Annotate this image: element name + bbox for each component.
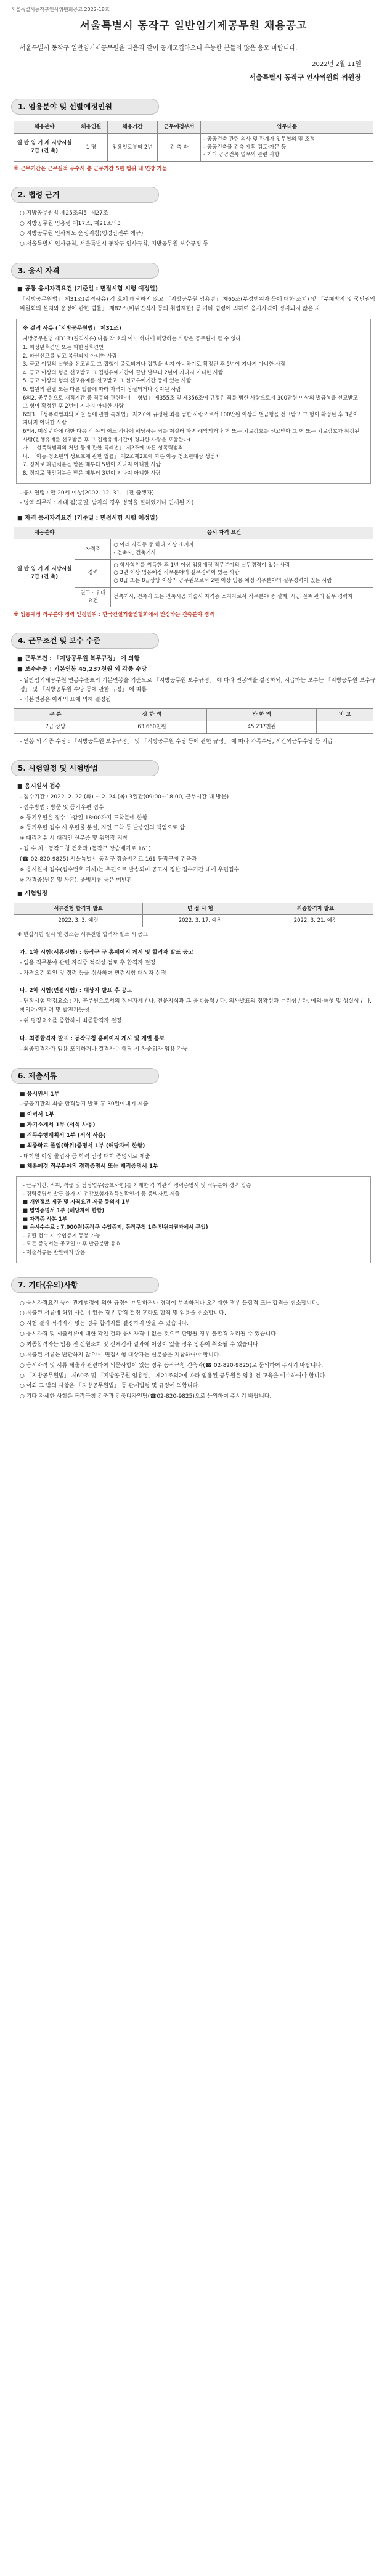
notice-item: ○ 이외 그 밖의 사항은 「지방공무원법」 등 관계법령 및 규정에 의합니다. [20, 1383, 200, 1390]
common-req-text: 「지방공무원법」 제31조(결격사유) 각 호에 해당하지 않고 「지방공무원 임용령」 제65조(부정행위자 등에 대한 조치) 및 「부패방지 및 국민권익위원회의 설치와 운영에 관한 법률」 제82조(비위면직자 등의 취업제한) 등 기타 법령에 의하여 응시자격이 정지되지 않은 자 [20, 297, 375, 313]
table-row [14, 915, 373, 927]
notice-item: ○ 「지방공무원법」 제60조 및 「지방공무원 임용령」 제21조의2에 따라 임용된 공무원은 임용 전 교육을 이수하여야 합니다. [20, 1372, 327, 1379]
exam-step: - 위 평정요소를 종합하여 최종합격자 결정 [20, 1018, 122, 1025]
pay-level: ■ 보수수준 : 기본연봉 45,237천원 외 각종 수당 [17, 666, 147, 673]
table-cell: 2022. 3. 21. 예정 [258, 915, 373, 927]
table-cell: 임용일로부터 2년 [107, 133, 158, 161]
notice-item: ○ 시험 결과 적격자가 없는 경우 합격자를 결정하지 않을 수 있습니다. [20, 1321, 189, 1327]
application-line: - 접 수 처 : 동작구청 건축과 (동작구 장승배기로 161) [20, 846, 151, 853]
notice-item: ○ 응시자격 및 제출서류에 대한 확인 결과 응시자격이 없는 것으로 판명될 경우 불합격 처리될 수 있습니다. [20, 1331, 278, 1338]
table-cell: 63,660천원 [97, 721, 206, 734]
table-cell: ○ 아래 자격증 중 하나 이상 소지자 - 건축사, 건축기사 [111, 539, 373, 560]
box-line: ■ 병역증명서 1부 (해당자에 한함) [23, 1208, 105, 1215]
qualification-table-wrap [14, 527, 373, 607]
application-line: (☎ 02-820-9825) 서울특별시 동작구 장승배기로 161 동작구청 건축과 [20, 856, 197, 863]
schedule-table [14, 903, 373, 928]
notice-signer: 서울특별시 동작구 인사위원회 위원장 [249, 73, 361, 81]
list-item: ○ 지방공무원 인사제도 운영지침(행정안전부 예규) [20, 231, 144, 237]
table-cell: 1 명 [75, 133, 107, 161]
notice-item: ○ 응시자격요건 등이 관계법령에 의한 규정에 미달하거나 경력이 부족하거나 오기재한 경우 불합격 또는 합격을 취소합니다. [20, 1300, 319, 1306]
table-row [14, 133, 373, 161]
doc-item: ■ 응시원서 1부 [20, 1091, 60, 1097]
pay-text: - 기본연봉은 아래의 표에 의해 결정됨 [20, 697, 111, 703]
document-number: 서울특별시동작구인사위원회공고 2022-18호 [11, 7, 110, 12]
exam-step: - 면접시험 평정요소 : 가. 공무원으로서의 정신자세 / 나. 전문지식과 그 응용능력 / 다. 의사발표의 정확성과 논리성 / 라. 예의·품행 및 성실성 / 마. 창의력·의지력 및 발전가능성 [20, 998, 372, 1014]
table-header-row [14, 709, 373, 721]
table-cell: - 공공건축 관련 의사 및 관계자 업무협의 및 조정 - 공공건축물 건축 계획 검토·자문 등 - 기타 공공건축 업무와 관련 사항 [201, 133, 373, 161]
box-line: 3. 금고 이상의 실형을 선고받고 그 집행이 종료되거나 집행을 받지 아니하기로 확정된 후 5년이 지나지 아니한 사람 [23, 361, 286, 368]
exam-step: 가. 1차 시험(서류전형) : 동작구 구 홈페이지 게시 및 합격자 발표 공고 [20, 949, 194, 956]
application-line: ※ 등기우편은 접수 마감일 18:00까지 도착분에 한함 [20, 814, 148, 821]
common-req-heading: ■ 공통 응시자격요건 (기준일 : 면접시험 시행 예정일) [17, 285, 158, 293]
application-line: - 접수방법 : 방문 및 등기우편 접수 [20, 804, 104, 811]
doc-item: ■ 최종학교 졸업(학위)증명서 1부 (해당자에 한함) [20, 1142, 145, 1149]
table-cell: 일 반 임 기 제 지방시설7급 (건 축) [14, 133, 75, 161]
notice-date: 2022년 2월 11일 [312, 60, 361, 68]
table-header-row [14, 121, 373, 134]
notice-item: ○ 응시자격 및 서류 제출과 관련하여 의문사항이 있는 경우 동작구청 건축과(☎ 02-820-9825)로 문의하여 주시기 바랍니다. [20, 1362, 324, 1369]
table-header-cell: 근무예정부서 [158, 121, 201, 134]
doc-item: ■ 채용예정 직무분야의 경력증명서 또는 재직증명서 1부 [20, 1163, 158, 1170]
doc-item: - 공공기관의 최종 합격통지 발표 후 30일이내에 제출 [20, 1101, 149, 1108]
box-line: ■ 자격증 사본 1부 [23, 1216, 68, 1223]
schedule-heading: ■ 시험일정 [17, 890, 47, 898]
application-line: ※ 대리접수 시 대리인 신분증 및 위임장 지참 [20, 835, 128, 842]
table-cell: 2022. 3. 3. 예정 [14, 915, 143, 927]
doc-item: - 대학원 이상 졸업자 등 학력 인정 대학 증명서로 제출 [20, 1153, 150, 1160]
exam-step: 나. 2차 시험(면접시험) : 대상자 발표 후 공고 [20, 988, 132, 995]
table-cell: 2022. 3. 17. 예정 [142, 915, 258, 927]
table-header-cell: 최종합격자 발표 [258, 903, 373, 915]
table-cell: 건 축 과 [158, 133, 201, 161]
section-1-title: 1. 임용분야 및 선발예정인원 [11, 99, 159, 115]
section-4-title: 4. 근무조건 및 보수 수준 [11, 633, 159, 649]
box-line: 6의2. 공무원으로 재직기간 중 직무와 관련하여 「형법」 제355조 및 제356조에 규정된 죄를 범한 사람으로서 300만원 이상의 벌금형을 선고받고 그 형이 확정된 후 2년이 지나지 아니한 사람 [23, 395, 358, 410]
box-title: ※ 결격 사유 (「지방공무원법」 제31조) [23, 326, 121, 332]
section-4-header [11, 633, 376, 649]
recruitment-table [14, 121, 373, 162]
box-line: - 모든 증명서는 공고일 이후 발급분만 유효 [23, 1241, 121, 1248]
notice-item: ○ 제출된 서류는 반환하지 않으며, 면접시험 대상자는 신분증을 지참하여야 합니다. [20, 1352, 221, 1358]
table-cell: ○ 학사학위를 취득한 후 1년 이상 임용예정 직무분야의 실무경력이 있는 사람 ○ 3년 이상 임용예정 직무분야의 실무경력이 있는 사람 ○ 8급 또는 8급상당 이상의 공무원으로서 2년 이상 임용 예정 직무분야의 실무경력이 있는 사람 [111, 559, 373, 587]
box-line: 6의3. 「성폭력범죄의 처벌 등에 관한 특례법」 제2조에 규정된 죄를 범한 사람으로서 100만원 이상의 벌금형을 선고받고 그 형이 확정된 후 3년이 지나지 아니한 사람 [23, 411, 359, 427]
intro-text: 서울특별시 동작구 일반임기제공무원을 다음과 같이 공개모집하오니 유능한 분들의 많은 응모 바랍니다. [20, 44, 298, 52]
table-header-cell: 서류전형 합격자 발표 [14, 903, 143, 915]
box-line: 7. 징계로 파면처분을 받은 때부터 5년이 지나지 아니한 사람 [23, 462, 161, 469]
pay-table [14, 708, 373, 734]
law-list [11, 209, 376, 249]
qualification-table [14, 527, 373, 607]
box-line: 4. 금고 이상의 형을 선고받고 그 집행유예기간이 끝난 날부터 2년이 지나지 아니한 사람 [23, 369, 224, 376]
notice-item: ○ 최종합격자는 임용 전 신원조회 및 신체검사 결과에 이상이 있을 경우 임용이 취소될 수 있습니다. [20, 1342, 260, 1348]
duty-condition: ■ 근무조건 : 「지방공무원 복무규정」 에 의함 [17, 655, 140, 663]
qual-note: ※ 임용예정 직무분야 경력 인정범위 : 한국건설기술인협회에서 인정하는 건축분야 경력 [14, 612, 214, 618]
table-header-row [14, 527, 373, 539]
section-3-header [11, 263, 376, 279]
table-cell: 7급 상당 [14, 721, 97, 734]
box-line: 나. 「아동·청소년의 성보호에 관한 법률」 제2조제2호에 따른 아동·청소년대상 성범죄 [23, 453, 221, 460]
table-header-cell: 면 접 시 험 [142, 903, 258, 915]
application-heading: ■ 응시원서 접수 [17, 782, 61, 790]
box-line: 6의4. 미성년자에 대한 다음 각 목의 어느 하나에 해당하는 죄를 저질러 파면·해임되거나 형 또는 치료감호를 선고받아 그 형 또는 치료감호가 확정된 사람(집행유예를 선고받은 후 그 집행유예기간이 경과한 사람을 포함한다) [23, 428, 360, 443]
table-header-cell: 구 분 [14, 709, 97, 721]
section-7-title: 7. 기타(유의)사항 [11, 1277, 159, 1293]
table-header-cell: 채용인원 [75, 121, 107, 134]
doc-item: ■ 자기소개서 1부 (서식 사용) [20, 1122, 96, 1129]
section-6-header [11, 1068, 376, 1084]
military-req: - 병역 의무자 : 제대 됨(군필, 남자의 경우 병역을 필하였거나 면제된 자) [20, 500, 194, 507]
table-row [14, 539, 373, 560]
box-line: - 근무기간, 직위, 직급 및 담당업무(중요사항)를 기재한 각 기관의 경력증명서 및 직무분야 경력 입증 [23, 1183, 251, 1189]
table-header-row [14, 903, 373, 915]
box-line: - 우편 접수 시 수입증지 동봉 가능 [23, 1233, 101, 1239]
exam-step: - 임용 직무분야 관련 자격증 적격성 검토 후 합격자 결정 [20, 959, 156, 966]
section-2-title: 2. 법령 근거 [11, 187, 159, 203]
section-3-title: 3. 응시 자격 [11, 263, 159, 279]
table-header-cell: 채용기간 [107, 121, 158, 134]
table-header-cell: 비 고 [317, 709, 373, 721]
table-cell: 45,237천원 [207, 721, 317, 734]
doc-item: ■ 직무수행계획서 1부 (서식 사용) [20, 1132, 106, 1139]
list-item: ○ 서울특별시 인사규칙, 서울특별시 동작구 인사규칙, 지방공무원 보수규정 등 [20, 241, 208, 248]
notice-item: ○ 제출된 서류에 허위 사실이 있는 경우 합격 결정 후라도 합격 및 임용을 취소합니다. [20, 1310, 226, 1317]
table-cell: 연구 · 우대 요건 [75, 587, 111, 607]
box-line: 5. 금고 이상의 형의 선고유예를 선고받고 그 선고유예기간 중에 있는 사람 [23, 378, 192, 385]
table-cell [317, 721, 373, 734]
application-line: ※ 자격증(원본 및 사본), 증빙서류 등은 미반환 [20, 877, 132, 884]
exam-step: - 최종합격자가 임용 포기하거나 결격사유 해당 시 차순위자 임용 가능 [20, 1046, 188, 1052]
table-cell: 건축기사, 건축사 또는 건축시공 기술사 자격증 소지자로서 직무분야 중 설계, 시공 전축 관리 실무 경력자 [111, 587, 373, 607]
box-line: ■ 개인정보 제공 및 자격요건 제공 동의서 1부 [23, 1199, 131, 1206]
table-header-cell: 채용분야 [14, 527, 75, 539]
application-line: ※ 응시원서 접수(접수번호 기재)는 우편으로 발송되며 공고시 정한 접수기간 내에 우편접수 [20, 866, 240, 873]
box-line: 2. 파산선고를 받고 복권되지 아니한 사람 [23, 353, 117, 359]
table-header-cell: 응시 자격 요건 [75, 527, 373, 539]
disqualification-box [16, 319, 371, 483]
section-6-title: 6. 제출서류 [11, 1068, 159, 1084]
pay-table-wrap [14, 708, 373, 734]
section-2-header [11, 187, 376, 203]
exam-step: 다. 최종합격자 발표 : 동작구청 홈페이지 게시 및 개별 통보 [20, 1035, 165, 1042]
table-header-cell: 하 한 액 [207, 709, 317, 721]
schedule-note: ※ 면접시험 일시 및 장소는 서류전형 합격자 발표 시 공고 [17, 932, 149, 938]
pay-text: - 일반임기제공무원 연봉수준표의 기본연봉을 기준으로 「지방공무원 보수규정」 에 따라 연봉액을 결정하되, 지급하는 보수는 「지방공무원 보수규정」 및 「지방공무원 수당 등에 관한 규정」 에 따름 [20, 677, 376, 693]
documents-box [16, 1176, 371, 1263]
table-cell: 경력 [75, 559, 111, 587]
table-row [14, 721, 373, 734]
section-5-header [11, 760, 376, 776]
recruitment-table-wrap [14, 121, 373, 162]
page-title: 서울특별시 동작구 일반임기제공무원 채용공고 [79, 20, 308, 32]
pay-note: - 연봉 외 각종 수당 : 「지방공무원 보수규정」 및 「지방공무원 수당 등에 관한 규정」 에 따라 가족수당, 시간외근무수당 등 지급 [20, 738, 333, 745]
box-line: - 제출서류는 반환하지 않음 [23, 1250, 86, 1257]
schedule-table-wrap [14, 903, 373, 928]
table-header-cell: 업무내용 [201, 121, 373, 134]
exam-step: - 자격요건 확인 및 경력 등을 심사하여 면접시험 대상자 선정 [20, 970, 166, 977]
section-1-header [11, 99, 376, 115]
section-5-title: 5. 시험일정 및 시험방법 [11, 760, 159, 776]
box-line: ■ 응시수수료 : 7,000원(동작구 수입증지, 동작구청 1층 민원여권과에서 구입) [23, 1224, 208, 1231]
table-cell: 자격증 [75, 539, 111, 560]
doc-item: ■ 이력서 1부 [20, 1112, 54, 1118]
box-line: 1. 피성년후견인 또는 피한정후견인 [23, 345, 104, 351]
age-req: - 응시연령 : 만 20세 이상(2002. 12. 31. 이전 출생자) [20, 490, 154, 496]
list-item: ○ 지방공무원법 제25조의5, 제27조 [20, 210, 108, 216]
table-header-cell: 채용분야 [14, 121, 75, 134]
box-line: 지방공무원법 제31조(결격사유) 다음 각 호의 어느 하나에 해당하는 사람은 공무원이 될 수 없다. [23, 336, 243, 343]
box-line: 가. 「성폭력범죄의 처벌 등에 관한 특례법」 제2조에 따른 성폭력범죄 [23, 445, 184, 452]
application-line: ※ 등기우편 접수 시 우편물 분실, 지연 도착 등 발송인의 책임으로 함 [20, 825, 185, 832]
box-line: 8. 징계로 해임처분을 받은 때부터 3년이 지나지 아니한 사람 [23, 470, 161, 477]
application-line: - 접수기간 : 2022. 2. 22.(화) ~ 2. 24.(목) 3일간(09:00~18:00, 근무시간 내 방문) [20, 794, 229, 800]
qual-req-heading: ■ 자격 응시자격요건 (기준일 : 면접시험 시행 예정일) [17, 515, 158, 522]
table-header-cell: 상 한 액 [97, 709, 206, 721]
notice-item: ○ 기타 자세한 사항은 동작구청 건축과 건축디자인팀(☎02-820-9825)으로 문의하여 주시기 바랍니다. [20, 1393, 272, 1400]
table-cell: 일 반 임 기 제 지방시설7급 (건 축) [14, 539, 75, 607]
section-1-note: ※ 근무기간은 근무실적 우수시 총 근무기간 5년 범위 내 연장 가능 [14, 166, 168, 172]
section-7-header [11, 1277, 376, 1293]
box-line: - 경력증명서 발급 불가 시 건강보험자격득실확인서 등 증빙자료 제출 [23, 1191, 180, 1197]
box-line: 6. 법원의 판결 또는 다른 법률에 따라 자격이 상실되거나 정지된 사람 [23, 387, 181, 393]
list-item: ○ 지방공무원 임용령 제17조, 제21조의3 [20, 220, 121, 227]
